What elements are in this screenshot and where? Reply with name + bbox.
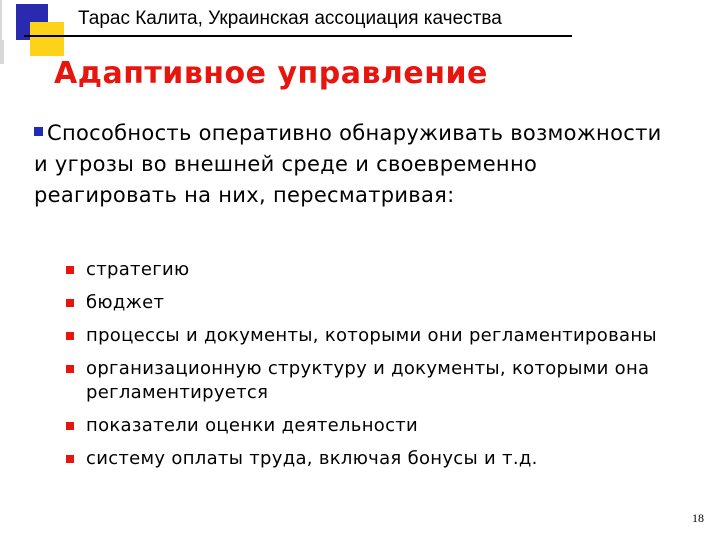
logo-white-strip [2,0,16,40]
list-item-text: организационную структуру и документы, которыми она регламентируется [86,358,650,403]
logo [0,0,64,64]
logo-yellow-square [30,22,64,56]
square-bullet-icon [66,266,74,274]
sub-list [66,258,666,480]
list-item-text: бюджет [86,292,165,313]
list-item-text: систему оплаты труда, включая бонусы и т.д. [86,448,538,469]
list-item [66,357,666,405]
square-bullet-icon [66,422,74,430]
square-bullet-icon [66,455,74,463]
list-item-text: процессы и документы, которыми они регламентированы [86,325,657,346]
list-item-text: стратегию [86,259,190,280]
list-item [66,447,666,471]
main-point-text: Способность оперативно обнаруживать возможности и угрозы во внешней среде и своевременно реагировать на них, пересматривая: [34,121,662,207]
list-item [66,258,666,282]
header-divider [24,35,572,37]
list-item [66,324,666,348]
square-bullet-icon [66,332,74,340]
page-number: 18 [692,511,704,525]
list-item [66,414,666,438]
square-bullet-icon [66,299,74,307]
page-title: Адаптивное управление [54,56,488,91]
list-item-text: показатели оценки деятельности [86,415,419,436]
main-point [34,118,674,211]
square-bullet-icon [34,127,43,136]
header-text: Тарас Калита, Украинская ассоциация качества [78,8,502,29]
square-bullet-icon [66,365,74,373]
list-item [66,291,666,315]
